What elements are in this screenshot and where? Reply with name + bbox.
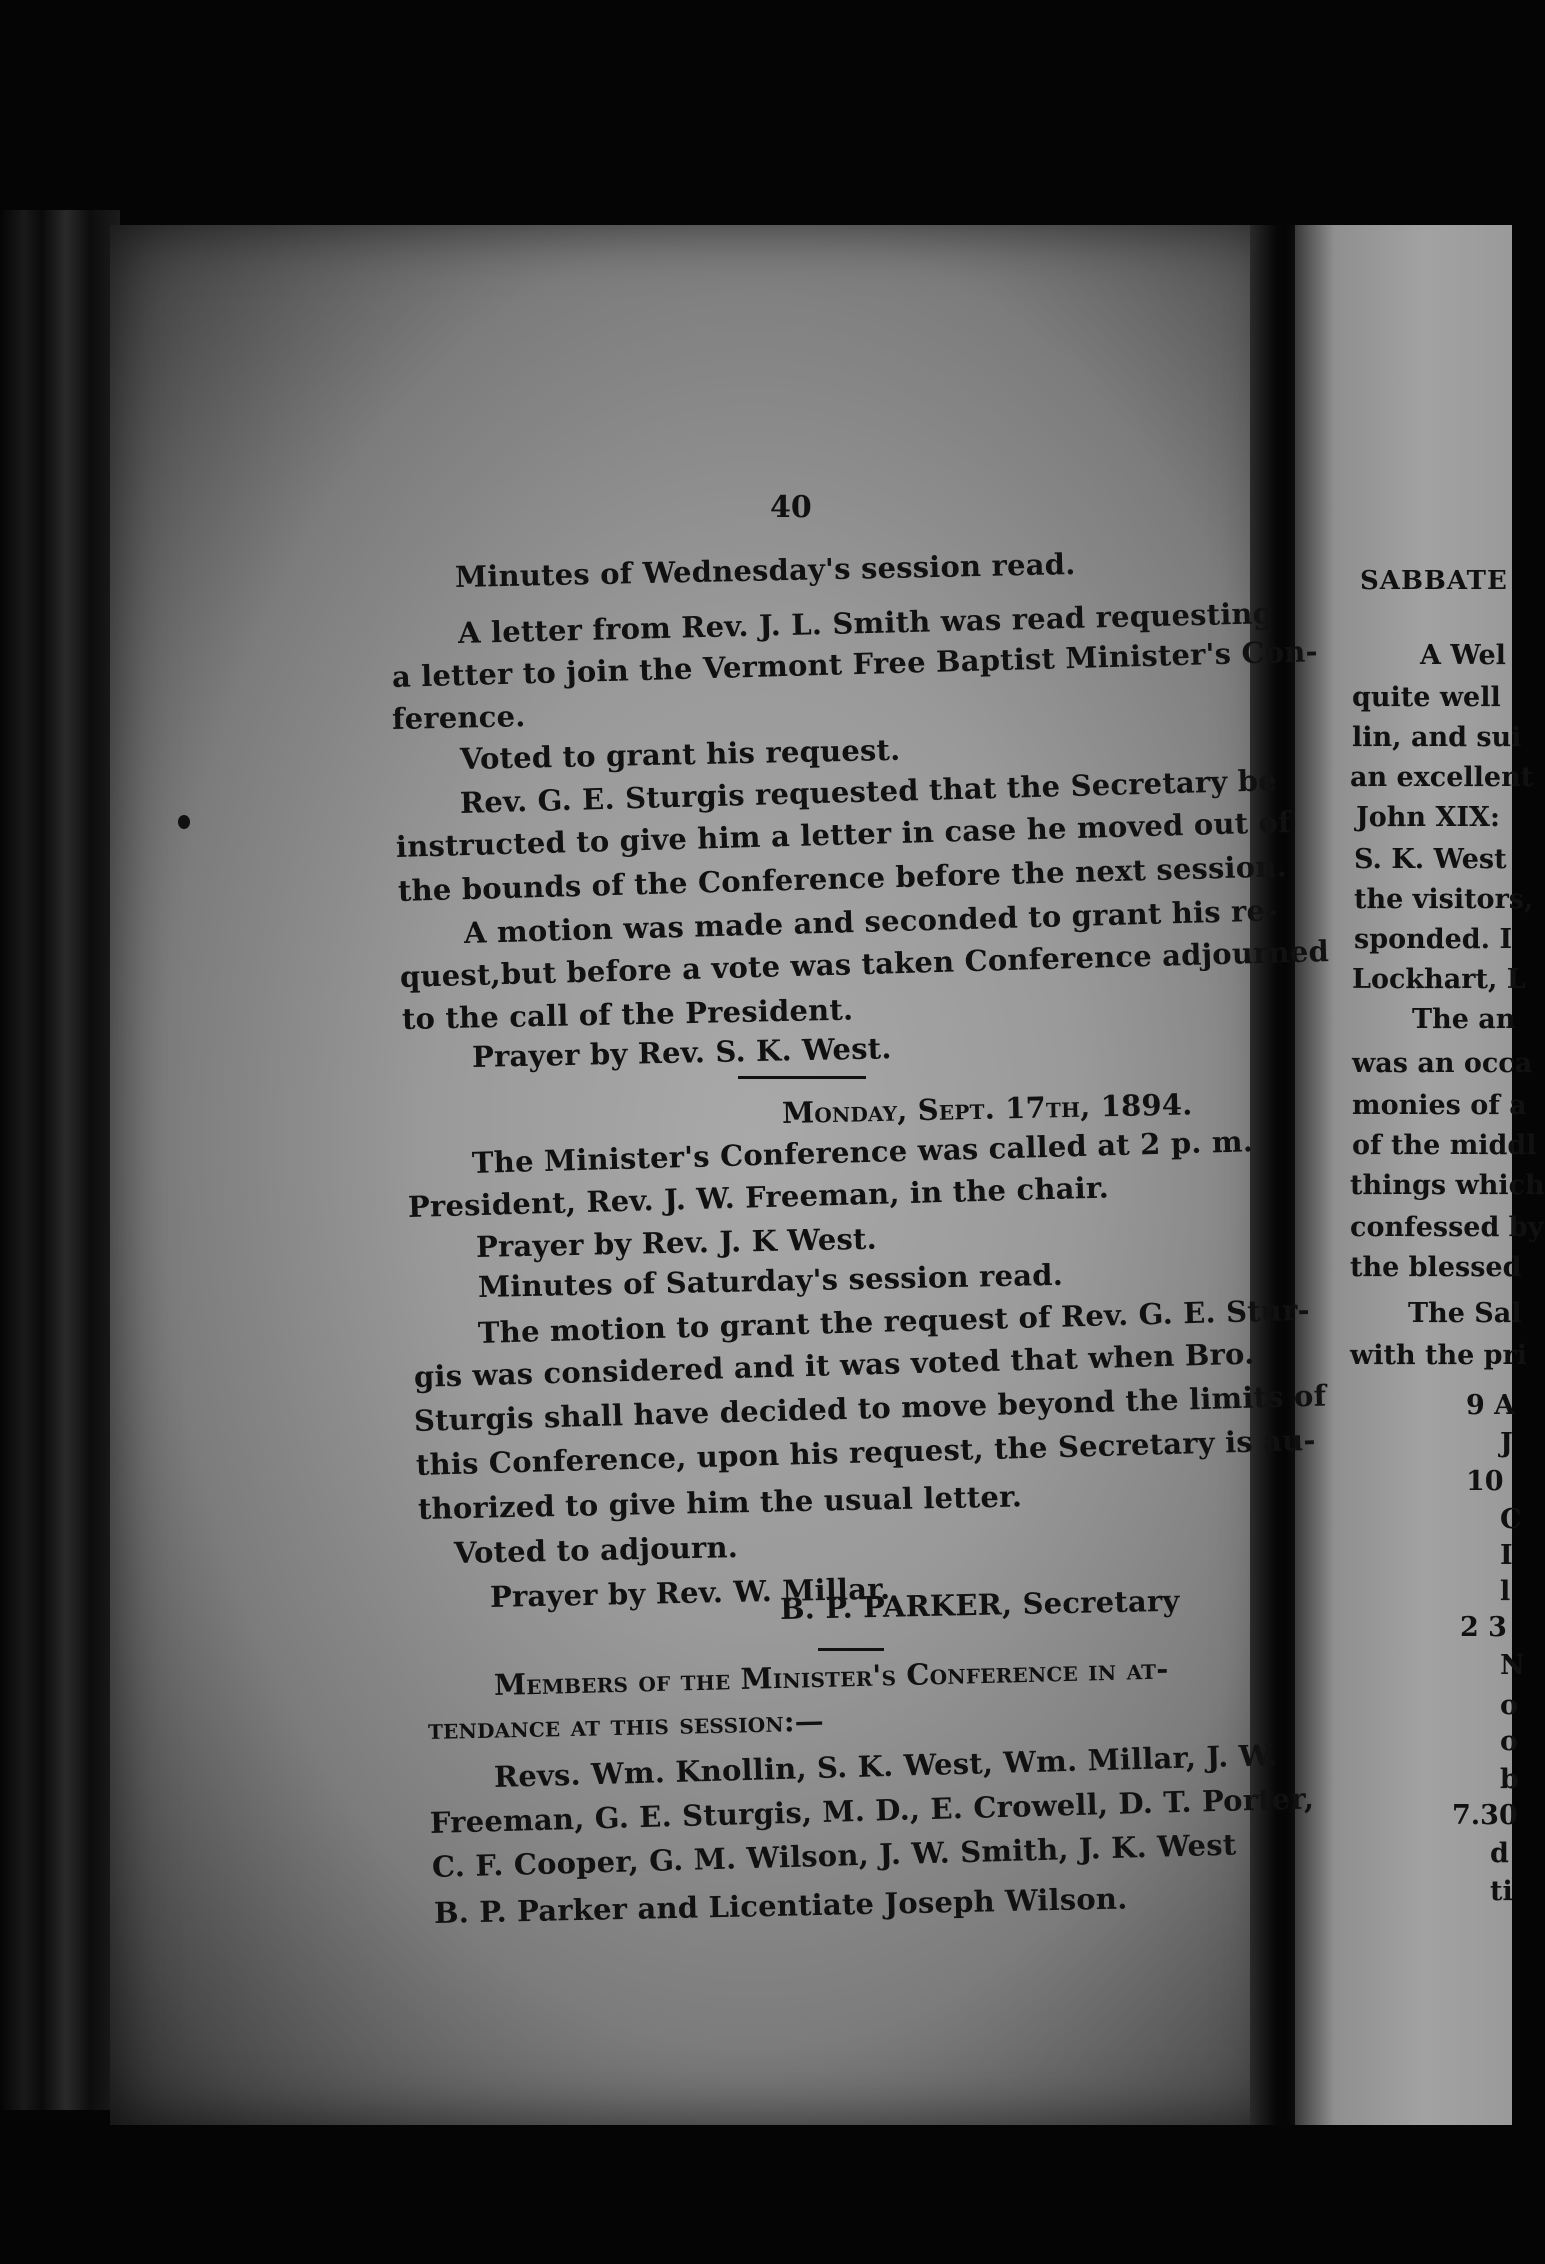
right-page-line: S. K. West [1354,844,1507,875]
right-page-line: I [1500,1540,1513,1571]
text-line: Minutes of Wednesday's session read. [454,547,1076,594]
right-page-line: A Wel [1420,640,1506,671]
text-line: The Minister's Conference was called at 2 p. m. [471,1124,1254,1180]
right-page-line: quite well [1352,682,1501,713]
text-line: Minutes of Saturday's session read. [477,1257,1064,1304]
right-page-line: The Sal [1408,1298,1522,1329]
right-page-line: with the pri [1350,1340,1528,1371]
text-line: Prayer by Rev. S. K. West. [471,1031,892,1074]
right-page-line: lin, and sui [1352,722,1522,753]
book-spine [0,210,120,2110]
right-page-heading: SABBATE [1360,566,1508,596]
right-page-line: things which [1350,1170,1545,1201]
right-page-line: l [1500,1576,1511,1607]
right-page-line: b [1500,1764,1519,1795]
section-divider [818,1648,884,1651]
members-list-line: Freeman, G. E. Sturgis, M. D., E. Crowell, D. T. Porter, [429,1781,1315,1840]
text-line: A motion was made and seconded to grant his re- [463,893,1278,950]
text-line: quest,but before a vote was taken Conference adjourned [399,934,1330,994]
right-page-line: 9 A [1466,1390,1516,1421]
signature-line: B. P. PARKER, Secretary [779,1583,1180,1626]
text-line: this Conference, upon his request, the Secretary is au- [415,1422,1317,1482]
members-list-line: B. P. Parker and Licentiate Joseph Wilson. [433,1881,1128,1930]
text-line: Sturgis shall have decided to move beyond the limits of [413,1378,1327,1438]
section-divider [738,1076,866,1079]
right-page-line: the visitors, [1354,884,1534,915]
right-page-line: N [1500,1650,1525,1681]
right-page-line: J [1500,1428,1513,1459]
right-page-line: 10 [1466,1466,1504,1497]
right-page-line: The an [1412,1004,1516,1035]
right-page-line: confessed by [1350,1212,1544,1243]
right-page-line: Lockhart, L [1352,964,1526,995]
right-page-line: the blessed [1350,1252,1522,1283]
right-page-line: monies of a [1352,1090,1527,1121]
members-heading: Members of the Minister's Conference in at- [493,1651,1169,1702]
ink-spot [178,815,190,829]
members-list-line: Revs. Wm. Knollin, S. K. West, Wm. Millar, J. W. [493,1738,1278,1794]
text-line: the bounds of the Conference before the next session. [397,849,1288,908]
text-line: ference. [391,699,526,736]
members-heading-continued: tendance at this session:— [427,1703,825,1746]
text-line: The motion to grant the request of Rev. G. E. Stur- [477,1292,1311,1350]
right-page-line: was an occa [1352,1048,1533,1079]
text-line: instructed to give him a letter in case he moved out of [395,805,1292,864]
right-page-line: 2 3 [1460,1612,1507,1643]
text-line: Voted to adjourn. [453,1530,739,1570]
text-line: to the call of the President. [401,992,854,1036]
text-line: gis was considered and it was voted that when Bro. [413,1336,1255,1394]
right-page-line: of the middl [1352,1130,1537,1161]
right-page-line: o [1500,1690,1519,1721]
page-number: 40 [770,490,812,525]
right-page-line: 7.30 [1452,1800,1518,1831]
text-line: Prayer by Rev. J. K West. [475,1221,878,1264]
right-page-line: an excellent [1350,762,1534,793]
text-line: A letter from Rev. J. L. Smith was read requesting [457,596,1274,650]
text-line: Prayer by Rev. W. Millar. [489,1571,891,1614]
members-list-line: C. F. Cooper, G. M. Wilson, J. W. Smith, J. K. West [431,1827,1237,1884]
text-line: a letter to join the Vermont Free Baptist Minister's Con- [391,634,1319,694]
text-line: thorized to give him the usual letter. [417,1479,1023,1526]
text-line: Rev. G. E. Sturgis requested that the Secretary be [459,763,1278,820]
right-page-line: C [1500,1504,1522,1535]
right-page-line: John XIX: [1356,802,1500,833]
text-line: President, Rev. J. W. Freeman, in the chair. [407,1170,1110,1224]
text-line: Voted to grant his request. [459,732,901,776]
right-page-line: d [1490,1838,1509,1869]
right-page-line: sponded. I [1354,924,1513,955]
date-heading: Monday, Sept. 17th, 1894. [781,1087,1193,1130]
right-page-line: o [1500,1726,1519,1757]
right-page-line: ti [1490,1876,1513,1907]
